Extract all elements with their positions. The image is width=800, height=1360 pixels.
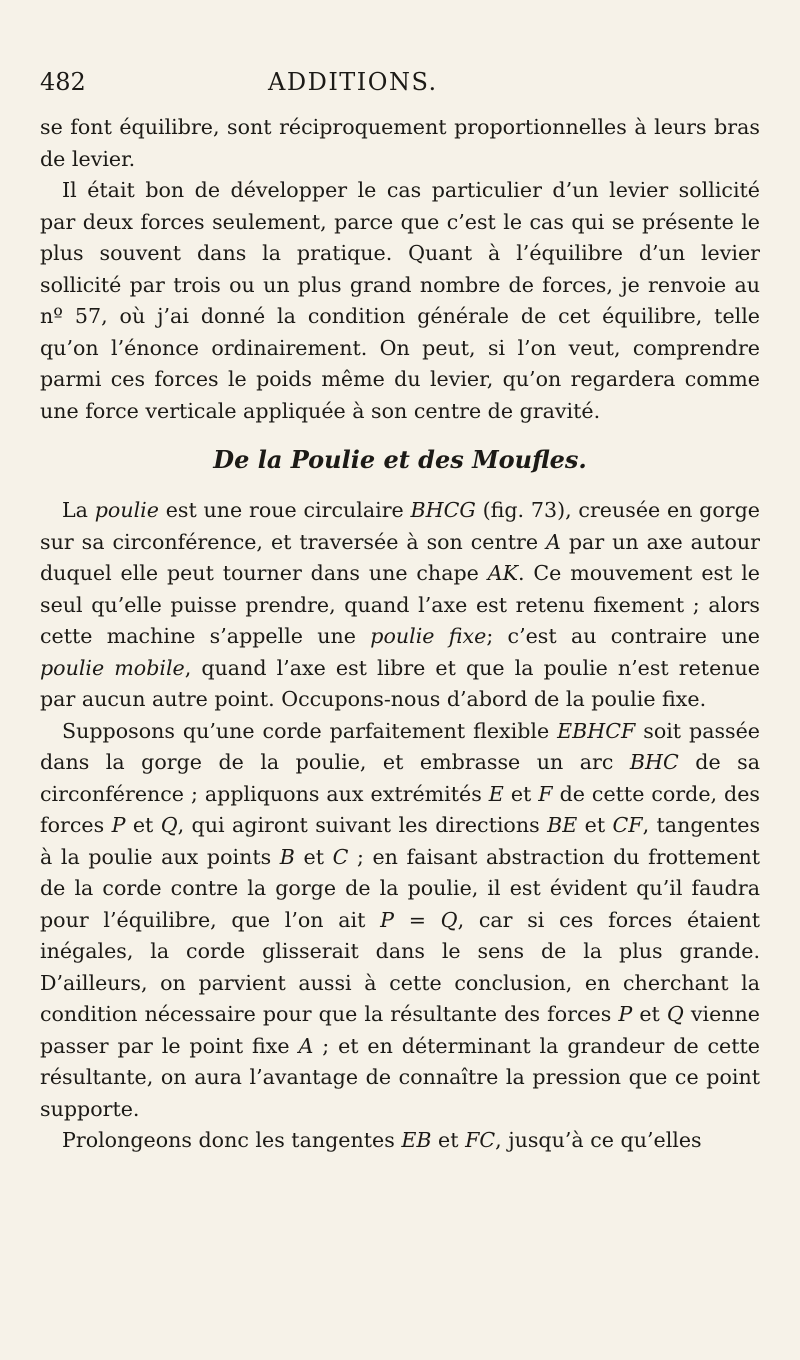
- section-title: De la Poulie et des Moufles.: [213, 445, 587, 474]
- paragraph-continuation: se font équilibre, sont réciproquement proportionnelles à leurs bras de levier.: [40, 115, 760, 171]
- paragraph-pulley-definition: La poulie est une roue circulaire BHCG (fig. 73), creusée en gorge sur sa circonférence, et traversée à son centre A par un axe autour duquel elle peut tourner dans une chape AK. Ce mouvement est le seul qu’elle puisse prendre, quand l’axe est retenu fixement ; alors cette machine s’appelle une poulie fixe; c’est au contraire une poulie mobile, quand l’axe est libre et que la poulie n’est retenue par aucun autre point. Occupons-nous d’abord de la poulie fixe.: [40, 498, 760, 711]
- page-number: 482: [40, 68, 86, 96]
- running-head: ADDITIONS.: [268, 68, 438, 96]
- paragraph-lever: Il était bon de développer le cas particulier d’un levier sollicité par deux forces seulement, parce que c’est le cas qui se présente le plus souvent dans la pratique. Quant à l’équilibre d’un levier sollicité par trois ou un plus grand nombre de forces, je renvoie au nº 57, où j’ai donné la condition générale de cet équilibre, telle qu’on l’énonce ordinairement. On peut, si l’on veut, comprendre parmi ces forces le poids même du levier, qu’on regardera comme une force verticale appliquée à son centre de gravité.: [40, 178, 760, 423]
- page-header: [40, 68, 760, 108]
- paragraph-tangents: Prolongeons donc les tangentes EB et FC, jusqu’à ce qu’elles: [62, 1128, 702, 1152]
- paragraph-rope-equilibrium: Supposons qu’une corde parfaitement flexible EBHCF soit passée dans la gorge de la poulie, et embrasse un arc BHC de sa circonférence ; appliquons aux extrémités E et F de cette corde, des forces P et Q, qui agiront suivant les directions BE et CF, tangentes à la poulie aux points B et C ; en faisant abstraction du frottement de la corde contre la gorge de la poulie, il est évident qu’il faudra pour l’équilibre, que l’on ait P = Q, car si ces forces étaient inégales, la corde glisserait dans le sens de la plus grande. D’ailleurs, on parvient aussi à cette conclusion, en cherchant la condition nécessaire pour que la résultante des forces P et Q vienne passer par le point fixe A ; et en déterminant la grandeur de cette résultante, on aura l’avantage de connaître la pression que ce point supporte.: [40, 718, 761, 1121]
- body-text: [40, 112, 760, 1157]
